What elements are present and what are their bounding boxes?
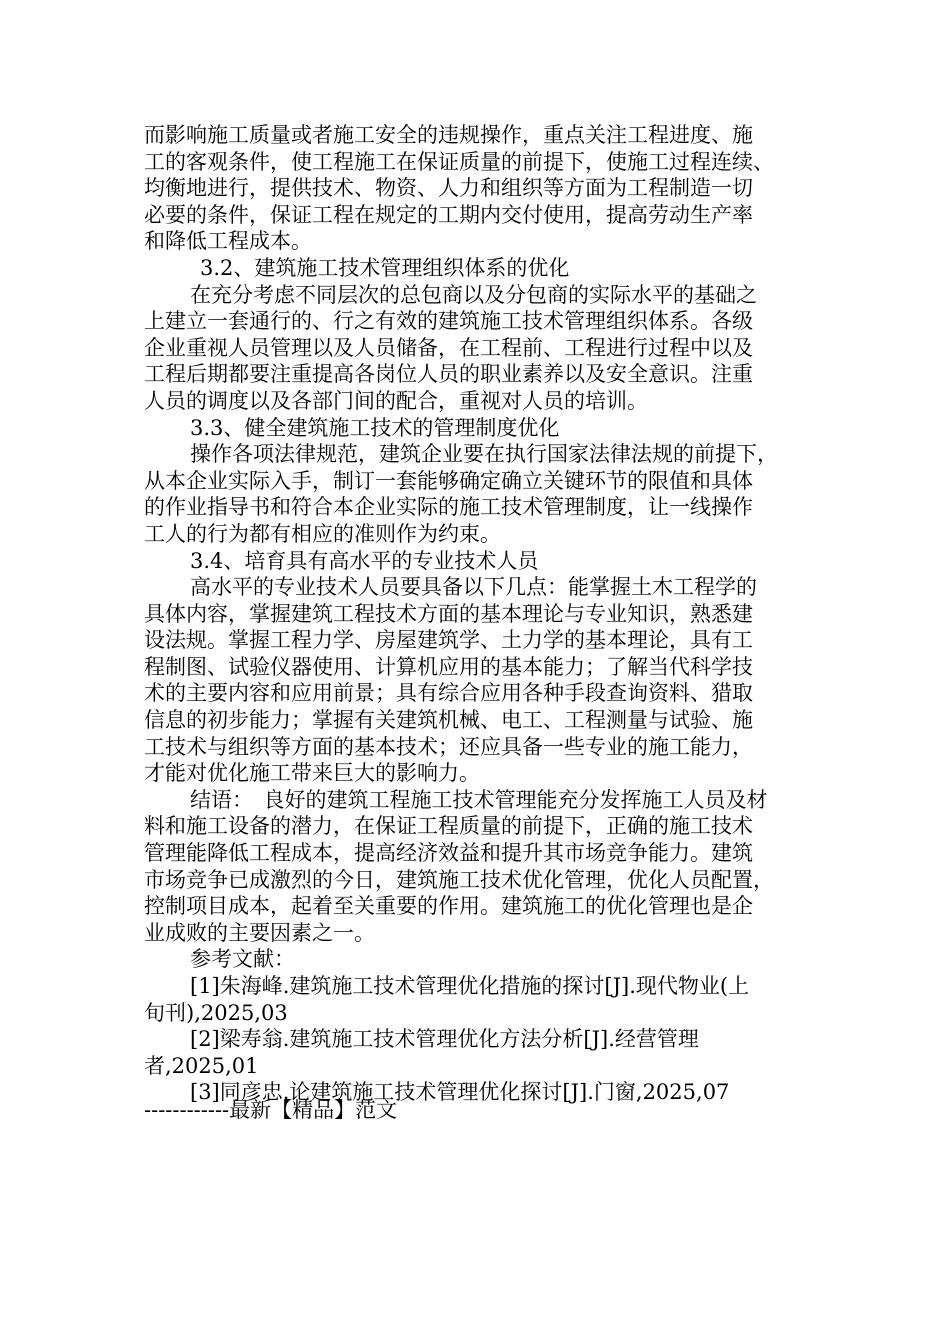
text-line: [3]同彦忠.论建筑施工技术管理优化探讨[J].门窗,2025,07 (190, 1080, 730, 1105)
text-line: 均衡地进行，提供技术、物资、人力和组织等方面为工程制造一切 (144, 176, 753, 201)
text-line: [2]梁寿翁.建筑施工技术管理优化方法分析[J].经营管理 (190, 1027, 699, 1052)
text-line: 必要的条件，保证工程在规定的工期内交付使用，提高劳动生产率 (144, 202, 753, 227)
text-line: 在充分考虑不同层次的总包商以及分包商的实际水平的基础之 (190, 282, 757, 307)
text-line: 设法规。掌握工程力学、房屋建筑学、土力学的基本理论，具有工 (144, 628, 753, 653)
text-line: 企业重视人员管理以及人员储备，在工程前、工程进行过程中以及 (144, 335, 753, 360)
text-line: 上建立一套通行的、行之有效的建筑施工技术管理组织体系。各级 (144, 309, 753, 334)
text-line: 料和施工设备的潜力，在保证工程质量的前提下，正确的施工技术 (144, 814, 753, 839)
text-line: 参考文献： (190, 947, 295, 972)
text-line: 业成败的主要因素之一。 (144, 920, 375, 945)
text-line: 者,2025,01 (144, 1053, 259, 1078)
text-line: 才能对优化施工带来巨大的影响力。 (144, 761, 480, 786)
text-line: 高水平的专业技术人员要具备以下几点：能掌握土木工程学的 (190, 575, 757, 600)
text-line: 程制图、试验仪器使用、计算机应用的基本能力；了解当代科学技 (144, 654, 753, 679)
text-line: 工程后期都要注重提高各岗位人员的职业素养以及安全意识。注重 (144, 362, 753, 387)
document-body (144, 122, 804, 1106)
text-line: 3.3、健全建筑施工技术的管理制度优化 (190, 415, 560, 440)
text-line: 3.4、培育具有高水平的专业技术人员 (190, 548, 539, 573)
text-line: 3.2、建筑施工技术管理组织体系的优化 (200, 255, 570, 280)
footer-text: ------------最新【精品】范文 (144, 1098, 398, 1122)
text-line: 旬刊),2025,03 (144, 1000, 288, 1025)
text-line: 而影响施工质量或者施工安全的违规操作，重点关注工程进度、施 (144, 123, 753, 147)
text-line: 管理能降低工程成本，提高经济效益和提升其市场竞争能力。建筑 (144, 841, 753, 866)
text-line: 从本企业实际入手，制订一套能够确定确立关键环节的限值和具体 (144, 468, 753, 493)
text-line: 工的客观条件，使工程施工在保证质量的前提下，使施工过程连续、 (144, 149, 774, 174)
text-line: 具体内容，掌握建筑工程技术方面的基本理论与专业知识，熟悉建 (144, 601, 753, 626)
text-line: 的作业指导书和符合本企业实际的施工技术管理制度，让一线操作 (144, 495, 753, 520)
text-line: [1]朱海峰.建筑施工技术管理优化措施的探讨[J].现代物业(上 (190, 974, 750, 998)
text-line: 工人的行为都有相应的准则作为约束。 (144, 521, 501, 546)
text-line: 操作各项法律规范，建筑企业要在执行国家法律法规的前提下， (190, 442, 778, 467)
text-line: 市场竞争已成激烈的今日，建筑施工技术优化管理，优化人员配置， (144, 867, 774, 892)
text-line: 人员的调度以及各部门间的配合，重视对人员的培训。 (144, 388, 648, 413)
text-line: 和降低工程成本。 (144, 229, 312, 254)
text-line: 术的主要内容和应用前景；具有综合应用各种手段查询资料、猎取 (144, 681, 753, 706)
text-line: 信息的初步能力；掌握有关建筑机械、电工、工程测量与试验、施 (144, 708, 753, 733)
text-line: 控制项目成本，起着至关重要的作用。建筑施工的优化管理也是企 (144, 894, 753, 919)
text-line: 结语： 良好的建筑工程施工技术管理能充分发挥施工人员及材 (190, 787, 768, 812)
text-line: 工技术与组织等方面的基本技术；还应具备一些专业的施工能力， (144, 734, 753, 759)
